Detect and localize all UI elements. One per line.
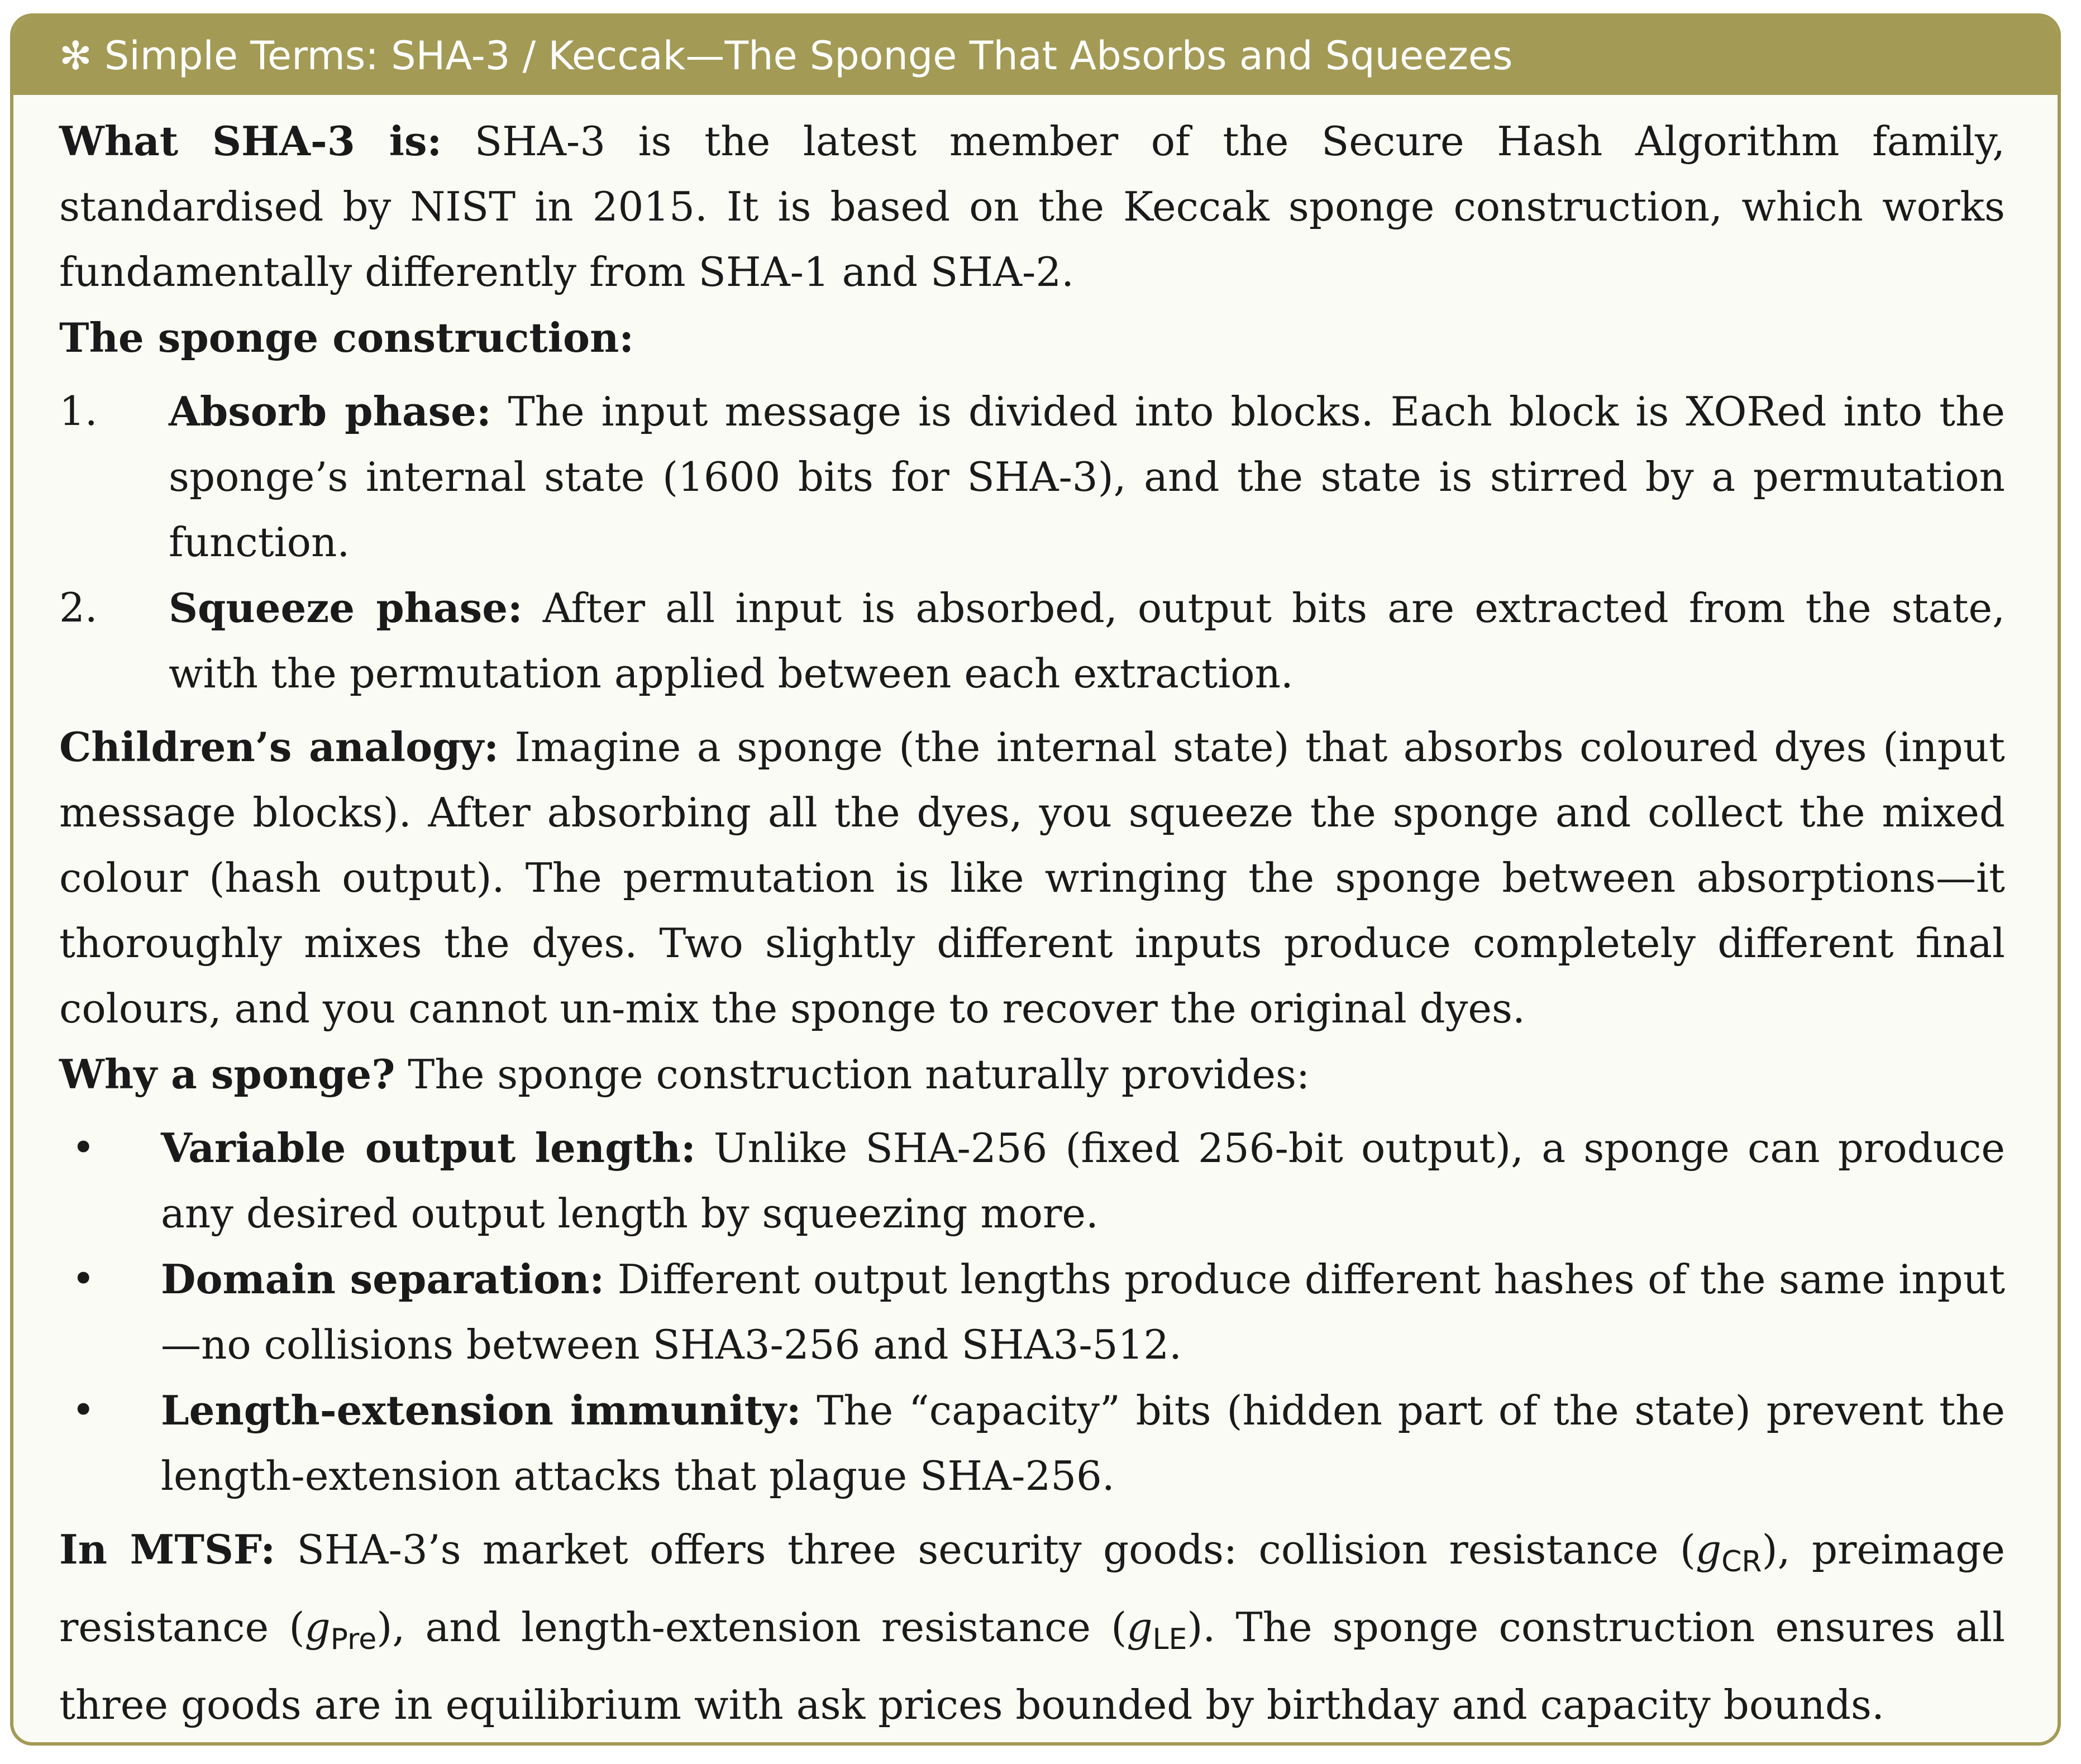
sponge-heading <box>59 305 2005 371</box>
bullet-label: Length-extension immunity: <box>161 1387 801 1434</box>
mtsf-paragraph <box>59 1517 2005 1738</box>
math-g: g <box>1127 1604 1153 1651</box>
math-sub-pre: Pre <box>330 1623 377 1656</box>
analogy-text: Imagine a sponge (the internal state) that absorbs coloured dyes (input message blocks). After absorbing all the dyes, you squeeze the sponge and collect the mixed colour (hash output). The permutation is like wringing the sponge between absorptions—it thoroughly mixes the dyes. Two slightly different inputs produce completely different final colours, and you cannot un-mix the sponge to recover the original dyes. <box>59 724 2005 1032</box>
step-number: 1. <box>59 388 98 434</box>
mtsf-text: ), preimage resistance ( <box>59 1526 2006 1651</box>
list-item <box>59 575 2005 706</box>
mtsf-text: SHA-3’s market offers three security goods: collision resistance ( <box>275 1526 1696 1573</box>
bullet-icon: • <box>71 1124 96 1171</box>
bullet-body: The “capacity” bits (hidden part of the state) prevent the length-extension attacks that plague SHA-256. <box>161 1387 2006 1499</box>
step-label: Squeeze phase: <box>169 584 523 632</box>
step-label: Absorb phase: <box>169 388 491 435</box>
math-sub-cr: CR <box>1721 1545 1762 1579</box>
why-text: The sponge construction naturally provides: <box>395 1051 1310 1098</box>
why-bullets-list <box>59 1115 2005 1509</box>
what-text: SHA-3 is the latest member of the Secure Hash Algorithm family, standardised by NIST in 2015. It is based on the Keccak sponge construction, which works fundamentally differently from SHA-1 and SHA-2. <box>59 118 2005 295</box>
bullet-label: Variable output length: <box>161 1124 696 1172</box>
bullet-text <box>161 1378 2005 1509</box>
what-label: What SHA-3 is: <box>59 117 442 165</box>
step-body: The input message is divided into blocks. Each block is XORed into the sponge’s internal state (1600 bits for SHA-3), and the state is stirred by a permutation function. <box>169 388 2005 566</box>
list-item <box>59 379 2005 575</box>
bullet-body: Different output lengths produce different hashes of the same input—no collisions between SHA3-256 and SHA3-512. <box>161 1256 2006 1368</box>
bullet-icon: • <box>71 1255 96 1302</box>
box-header <box>13 17 2058 95</box>
step-text <box>169 379 2005 575</box>
step-number: 2. <box>59 584 98 631</box>
mtsf-label: In MTSF: <box>59 1526 276 1573</box>
list-item <box>59 1115 2005 1246</box>
bullet-body: Unlike SHA-256 (fixed 256-bit output), a sponge can produce any desired output length by squeezing more. <box>161 1125 2006 1237</box>
sponge-label: The sponge construction: <box>59 314 634 361</box>
analogy-paragraph <box>59 714 2005 1041</box>
simple-terms-box <box>10 13 2061 1746</box>
bullet-text <box>161 1115 2005 1246</box>
mtsf-text: ). The sponge construction ensures all three goods are in equilibrium with ask prices bounded by birthday and capacity bounds. <box>59 1604 2006 1728</box>
math-g: g <box>1696 1526 1722 1573</box>
box-title: ✻ Simple Terms: SHA-3 / Keccak—The Sponge That Absorbs and Squeezes <box>59 33 1513 79</box>
analogy-label: Children’s analogy: <box>59 723 499 771</box>
list-item <box>59 1246 2005 1378</box>
bullet-label: Domain separation: <box>161 1255 605 1303</box>
what-paragraph <box>59 108 2005 305</box>
box-content <box>13 95 2058 1738</box>
mtsf-text: ), and length-extension resistance ( <box>376 1604 1127 1651</box>
math-g: g <box>304 1604 331 1651</box>
step-text <box>169 575 2005 706</box>
why-label: Why a sponge? <box>59 1050 395 1098</box>
sponge-steps-list <box>59 379 2005 706</box>
bullet-text <box>161 1246 2005 1378</box>
why-paragraph <box>59 1041 2005 1107</box>
step-body: After all input is absorbed, output bits are extracted from the state, with the permutation applied between each extraction. <box>169 585 2005 697</box>
list-item <box>59 1378 2005 1509</box>
bullet-icon: • <box>71 1387 96 1433</box>
math-sub-le: LE <box>1152 1623 1187 1656</box>
